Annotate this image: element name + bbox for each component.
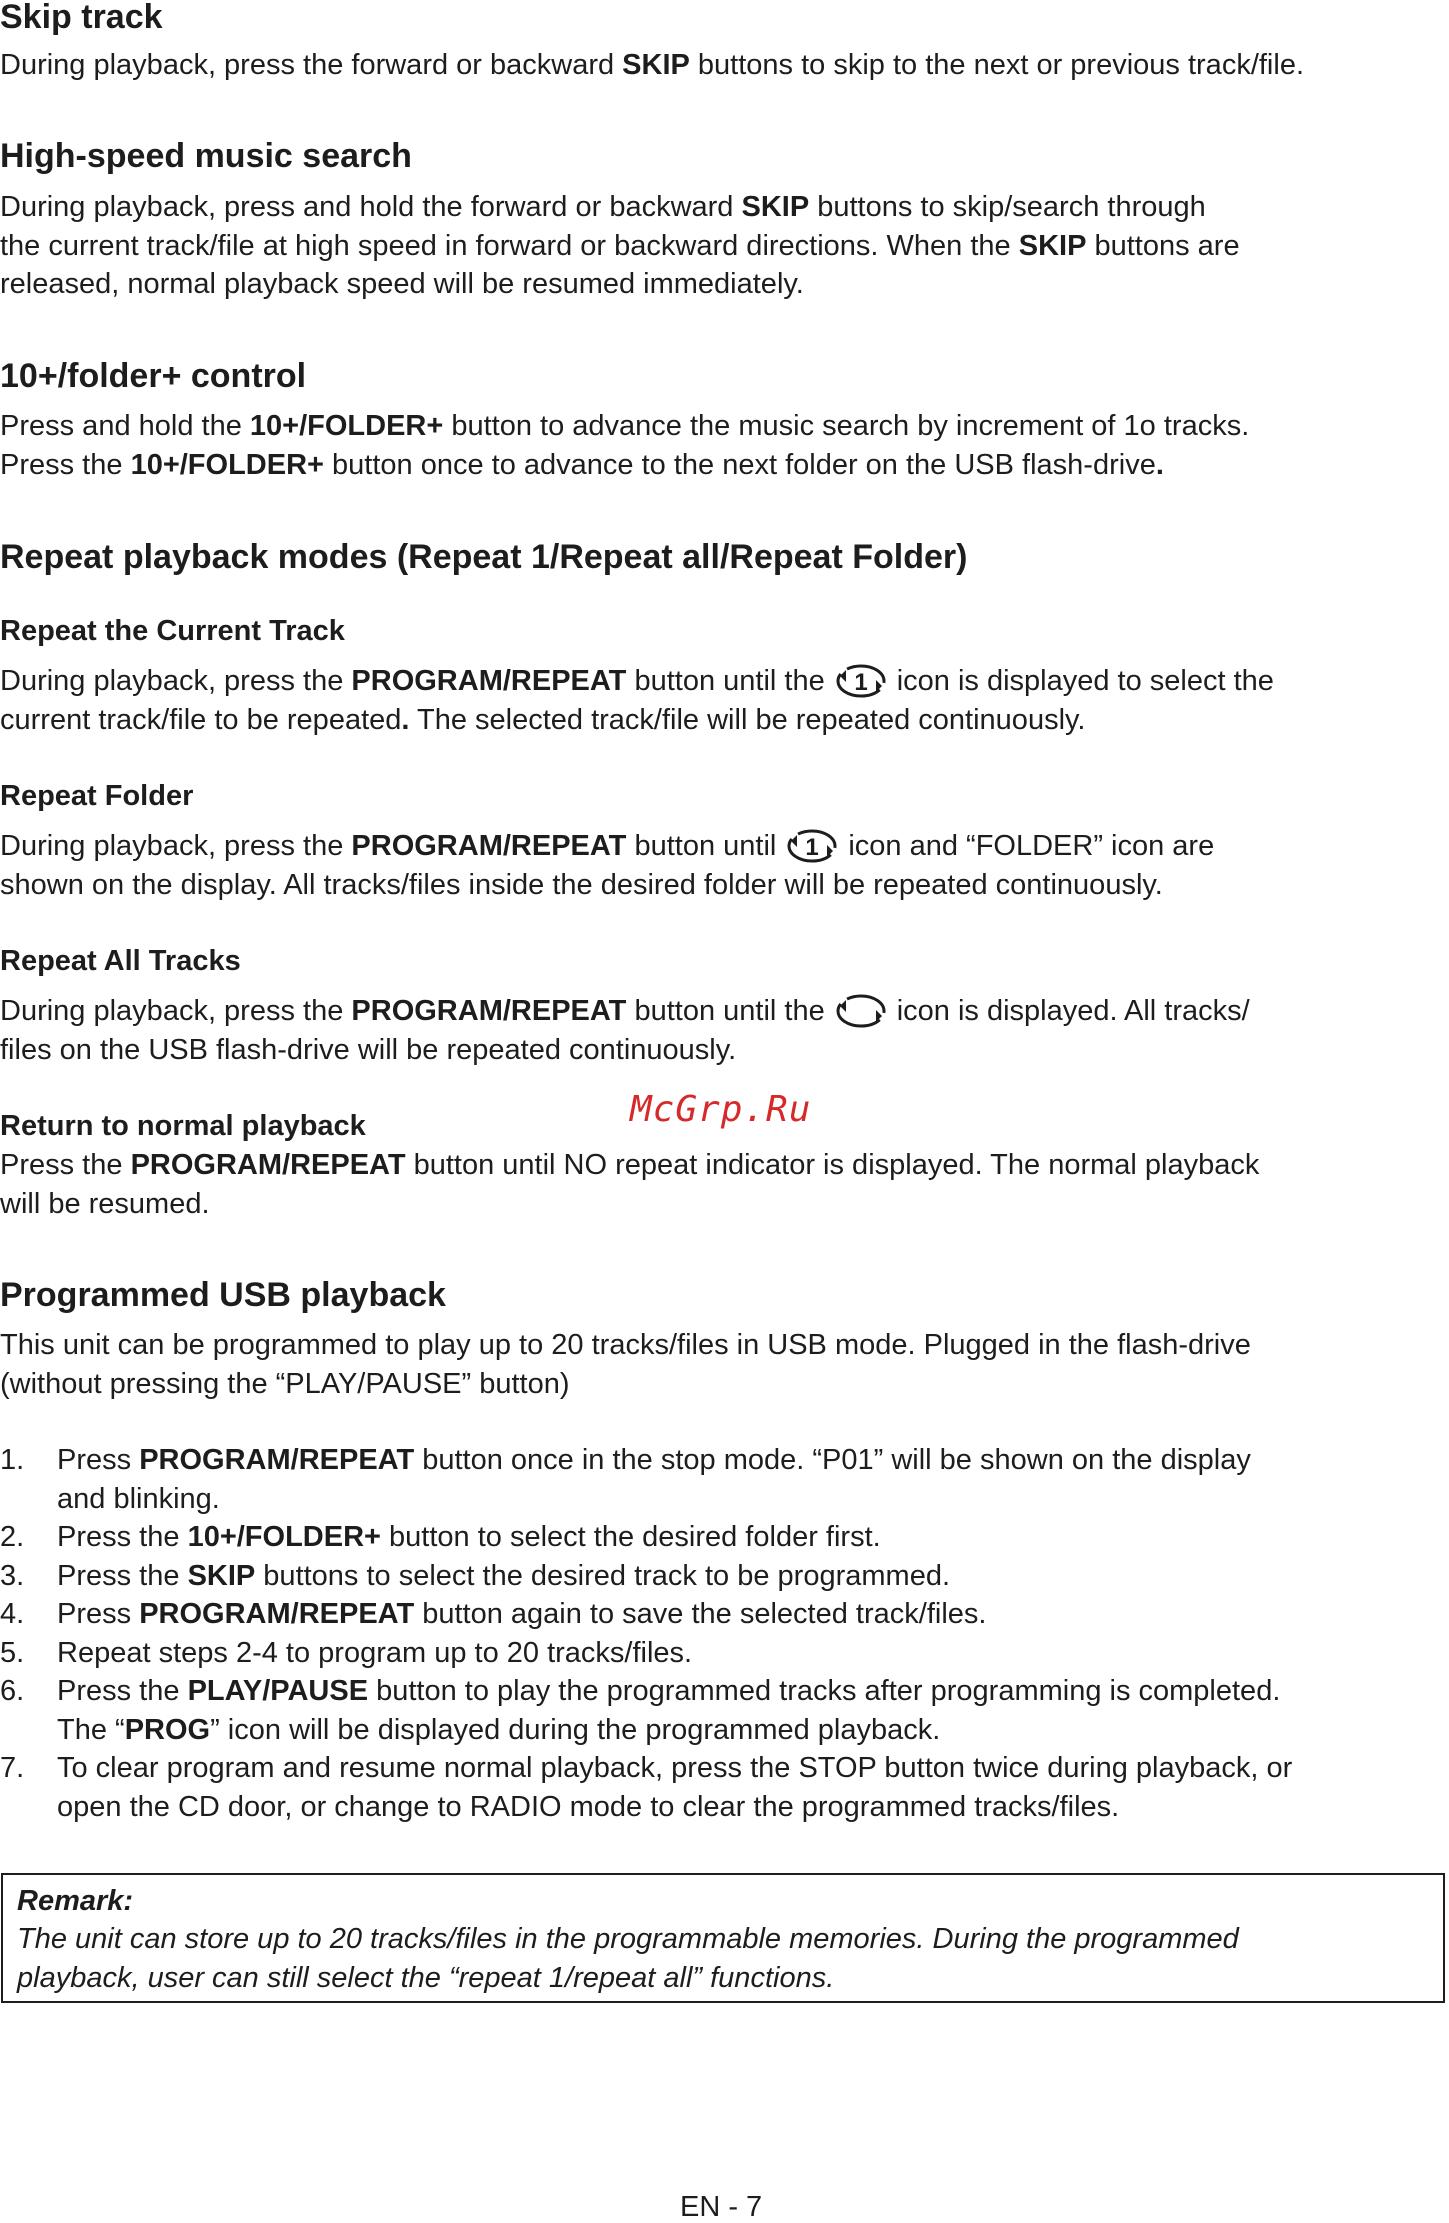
- list-item: 2. Press the 10+/FOLDER+ button to select the desired folder first.: [0, 1521, 881, 1553]
- repeat-one-icon: [779, 827, 845, 865]
- subheading-return-normal: Return to normal playback: [0, 1110, 366, 1142]
- page-number: EN - 7: [680, 2191, 763, 2223]
- repeat-one-icon: [828, 662, 894, 700]
- repeat-one-digit: 1: [805, 834, 820, 861]
- repeat-all-line-1: During playback, press the PROGRAM/REPEAT button until the icon is displayed. All tracks/: [0, 992, 1250, 1031]
- repeat-current-line-2: current track/file to be repeated. The selected track/file will be repeated continuously.: [0, 703, 1086, 736]
- remark-body: The unit can store up to 20 tracks/files in the programmable memories. During the programmed playback, user can still select the “repeat 1/repeat all” functions.: [17, 1923, 1239, 1994]
- list-item: 7. To clear program and resume normal playback, press the STOP button twice during playback, or open the CD door, or change to RADIO mode to clear the programmed tracks/files.: [0, 1752, 1293, 1823]
- repeat-folder-line-1: During playback, press the PROGRAM/REPEAT button until 1 icon and “FOLDER” icon are: [0, 827, 1214, 866]
- repeat-all-icon: [828, 992, 894, 1030]
- heading-skip-track: Skip track: [0, 0, 163, 36]
- repeat-folder-line-2: shown on the display. All tracks/files inside the desired folder will be repeated continuously.: [0, 868, 1163, 901]
- program-intro-line-2: (without pressing the “PLAY/PAUSE” button): [0, 1367, 570, 1400]
- repeat-all-line-2: files on the USB flash-drive will be repeated continuously.: [0, 1033, 737, 1066]
- repeat-current-line-1: During playback, press the PROGRAM/REPEAT button until the 1 icon is displayed to select the: [0, 662, 1274, 701]
- subheading-repeat-folder: Repeat Folder: [0, 780, 194, 812]
- heading-repeat-modes: Repeat playback modes (Repeat 1/Repeat all/Repeat Folder): [0, 538, 968, 576]
- subheading-repeat-all: Repeat All Tracks: [0, 945, 241, 977]
- folder-line-2: Press the 10+/FOLDER+ button once to advance to the next folder on the USB flash-drive.: [0, 448, 1164, 481]
- hsearch-line-1: During playback, press and hold the forward or backward SKIP buttons to skip/search through: [0, 191, 1206, 223]
- folder-line-1: Press and hold the 10+/FOLDER+ button to advance the music search by increment of 1o tracks.: [0, 410, 1250, 442]
- list-item: 4. Press PROGRAM/REPEAT button again to save the selected track/files.: [0, 1598, 987, 1630]
- subheading-repeat-current: Repeat the Current Track: [0, 615, 345, 647]
- remark-title: Remark:: [17, 1885, 134, 1917]
- list-item: 5. Repeat steps 2-4 to program up to 20 tracks/files.: [0, 1636, 693, 1669]
- skip-text: During playback, press the forward or backward SKIP buttons to skip to the next or previous track/file.: [0, 49, 1304, 81]
- list-item: 1. Press PROGRAM/REPEAT button once in the stop mode. “P01” will be shown on the display and blinking.: [0, 1444, 1251, 1515]
- hsearch-line-3: released, normal playback speed will be resumed immediately.: [0, 268, 804, 300]
- heading-folder-control: 10+/folder+ control: [0, 357, 307, 395]
- program-intro-line-1: This unit can be programmed to play up to 20 tracks/files in USB mode. Plugged in the flash-drive: [0, 1329, 1251, 1361]
- return-normal-line-2: will be resumed.: [0, 1187, 210, 1220]
- hsearch-line-2: the current track/file at high speed in forward or backward directions. When the SKIP buttons are: [0, 229, 1240, 262]
- program-steps-list: [0, 1441, 1449, 1826]
- heading-programmed-usb: Programmed USB playback: [0, 1276, 446, 1314]
- remark-box: [1, 1873, 1445, 2003]
- list-item: 6. Press the PLAY/PAUSE button to play the programmed tracks after programming is completed. The “PROG” icon will be displayed during the programmed playback.: [0, 1675, 1281, 1746]
- list-item: 3. Press the SKIP buttons to select the desired track to be programmed.: [0, 1559, 951, 1592]
- repeat-one-digit: 1: [854, 669, 868, 696]
- watermark: McGrp.Ru: [630, 1089, 812, 1130]
- heading-high-speed-search: High-speed music search: [0, 137, 412, 175]
- return-normal-line-1: Press the PROGRAM/REPEAT button until NO repeat indicator is displayed. The normal playback: [0, 1149, 1260, 1181]
